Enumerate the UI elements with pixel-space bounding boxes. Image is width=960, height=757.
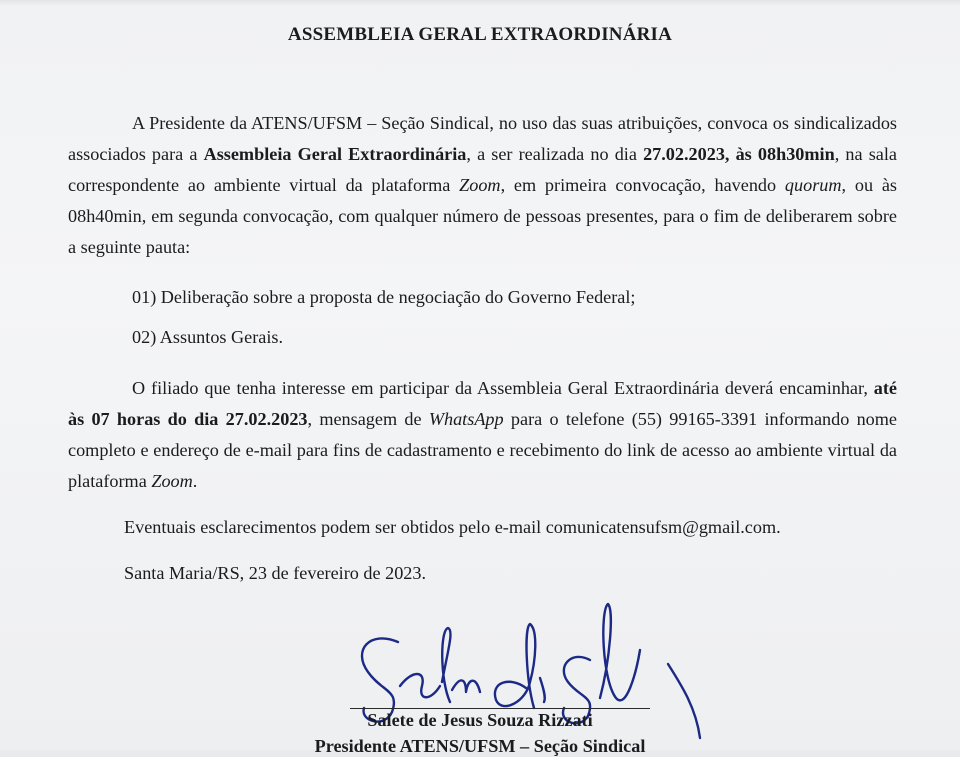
registration-deadline: até às 07 horas do dia 27.02.2023 (68, 378, 897, 429)
assembly-date-time: 27.02.2023, às 08h30min (643, 144, 835, 164)
agenda-item-1: 01) Deliberação sobre a proposta de negociação do Governo Federal; (132, 287, 636, 307)
paragraph-text: A Presidente da ATENS/UFSM – Seção Sindical, no uso das suas atribuições, convoca os sindicalizados associados para a (68, 113, 897, 164)
document-title: ASSEMBLEIA GERAL EXTRAORDINÁRIA (287, 24, 673, 45)
signatory-name: Salete de Jesus Souza Rizzati (367, 710, 593, 730)
messaging-app-name: WhatsApp (428, 409, 504, 429)
signature-line (350, 708, 650, 709)
paragraph-text: , na sala correspondente ao ambiente virtual da plataforma (68, 144, 897, 195)
paragraph-text: , mensagem de (307, 409, 429, 429)
convocation-paragraph (68, 108, 897, 263)
paragraph-text: O filiado que tenha interesse em participar da Assembleia Geral Extraordinária deverá encaminhar, (132, 378, 874, 398)
platform-name: Zoom (459, 175, 501, 195)
place-date: Santa Maria/RS, 23 de fevereiro de 2023. (124, 563, 427, 583)
platform-name: Zoom (151, 471, 193, 491)
paragraph-text: , ou às 08h40min, em segunda convocação, com qualquer número de pessoas presentes, para o fim de deliberarem sobre a seguinte pauta: (68, 175, 897, 257)
agenda-item-2: 02) Assuntos Gerais. (132, 327, 284, 347)
paragraph-text: para o telefone (55) 99165-3391 informando nome completo e endereço de e-mail para fins de cadastramento e recebimento do link de acesso ao ambiente virtual da plataforma (68, 409, 897, 491)
quorum-term: quorum (784, 175, 842, 195)
registration-paragraph (68, 373, 897, 497)
contact-line: Eventuais esclarecimentos podem ser obtidos pelo e-mail comunicatensufsm@gmail.com. (124, 517, 781, 537)
signatory-role: Presidente ATENS/UFSM – Seção Sindical (314, 736, 646, 756)
paragraph-text: , a ser realizada no dia (466, 144, 644, 164)
assembly-name: Assembleia Geral Extraordinária (203, 144, 467, 164)
paragraph-text: . (192, 471, 198, 491)
paragraph-text: , em primeira convocação, havendo (500, 175, 785, 195)
